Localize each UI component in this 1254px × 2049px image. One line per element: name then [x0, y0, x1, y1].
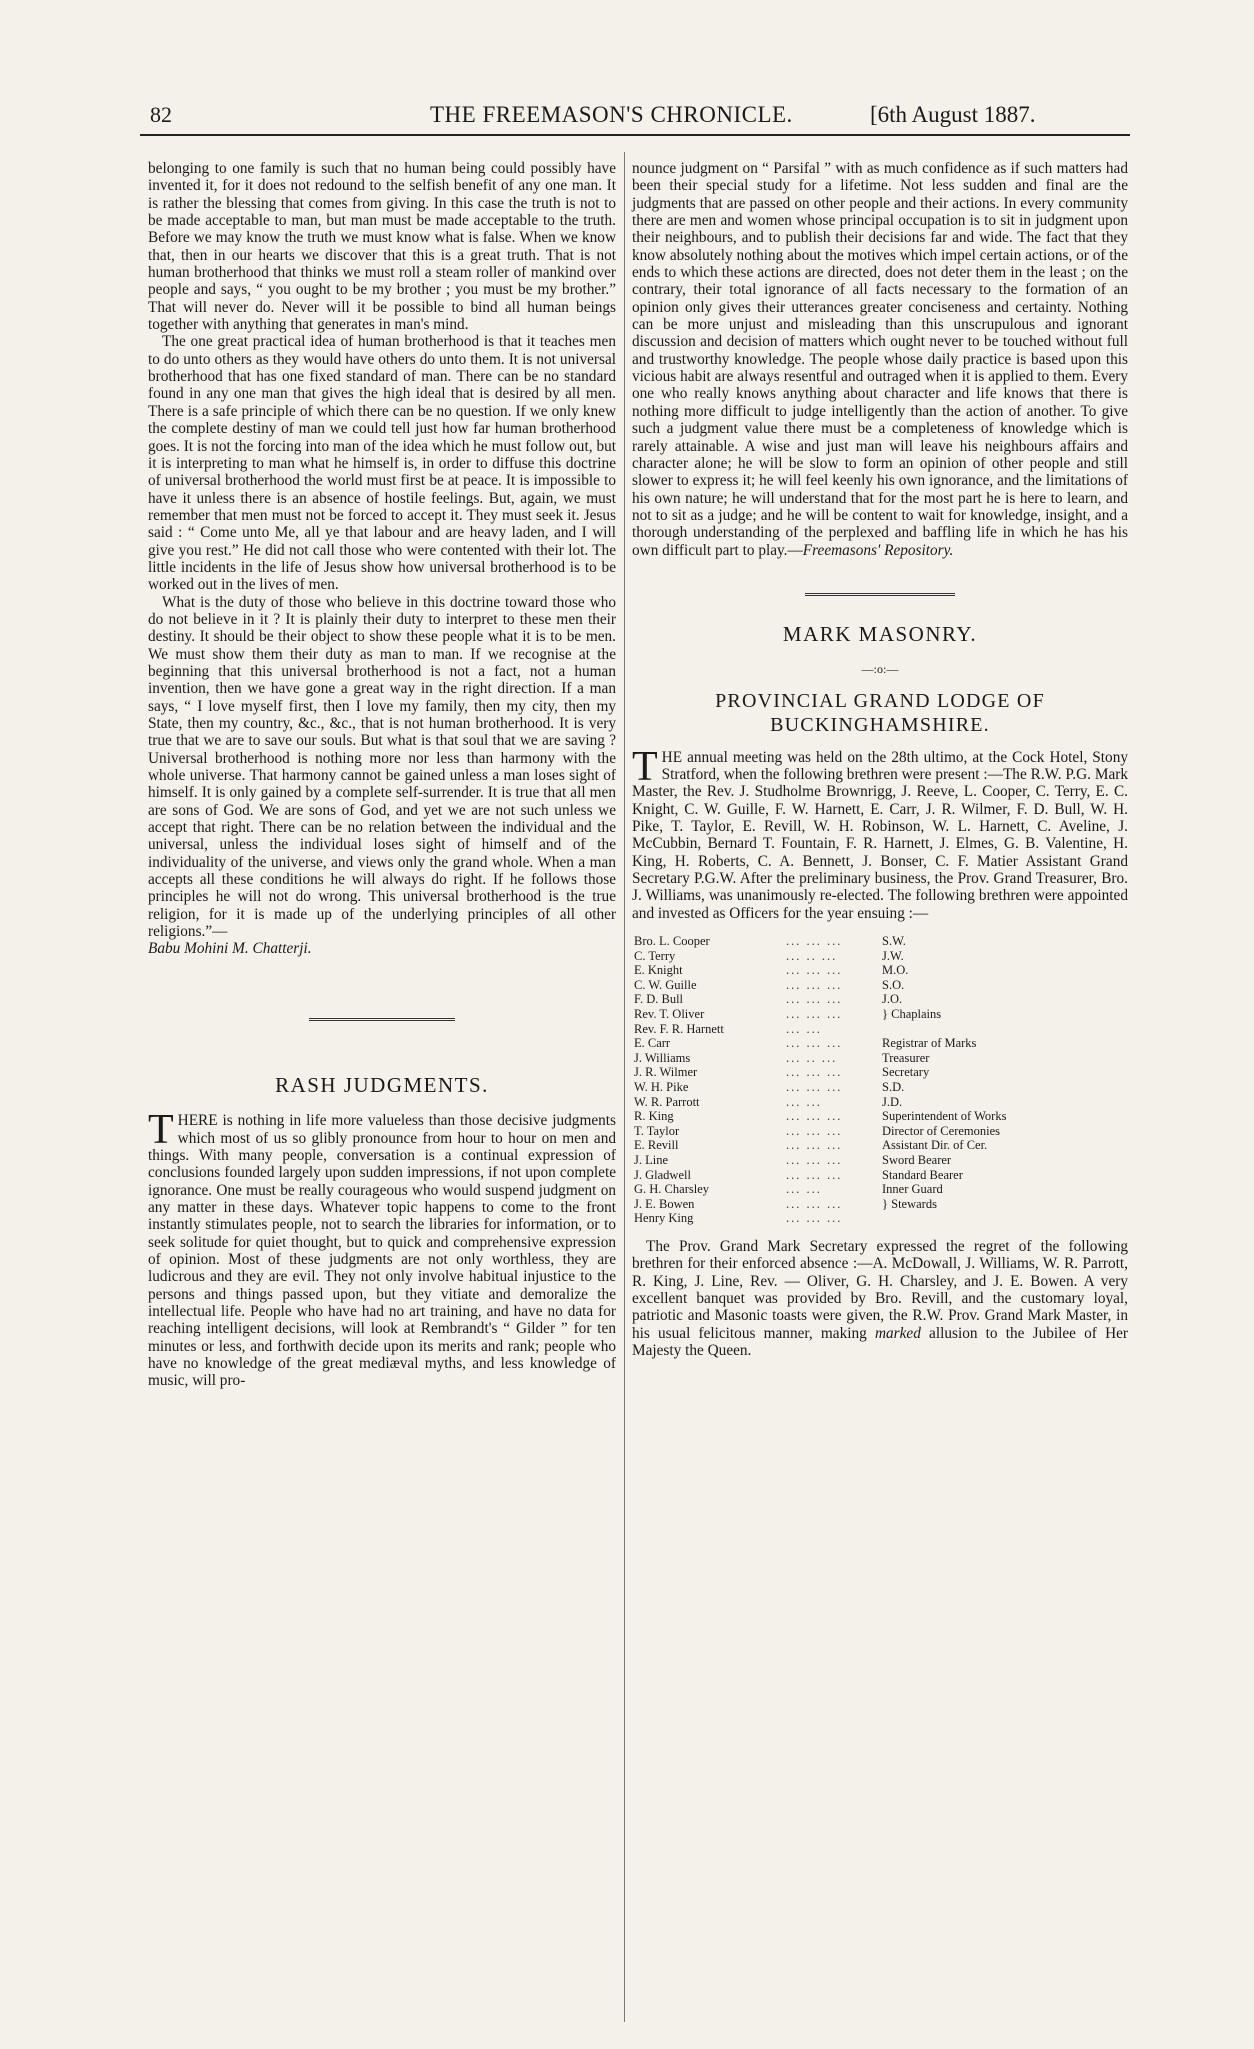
- officer-leader-dots: ... ... ...: [786, 1036, 843, 1051]
- rash-judgments-source: Freemasons' Repository.: [802, 541, 954, 559]
- officer-row: [634, 1197, 1112, 1212]
- officer-row: [634, 1168, 1112, 1183]
- officer-role: Secretary: [882, 1065, 930, 1080]
- brotherhood-attribution: Babu Mohini M. Chatterji.: [148, 940, 312, 958]
- officer-name: W. H. Pike: [634, 1079, 689, 1094]
- officer-name: F. D. Bull: [634, 992, 684, 1007]
- page-number: 82: [150, 102, 172, 127]
- officer-leader-dots: ... ...: [786, 1182, 822, 1197]
- officer-leader-dots: ... ... ...: [786, 1079, 843, 1094]
- officer-role: S.O.: [882, 977, 905, 992]
- officer-row: [634, 1109, 1112, 1124]
- officer-leader-dots: ... ... ...: [786, 1065, 843, 1080]
- officer-row: [634, 1095, 1112, 1110]
- mark-masonry-heading: MARK MASONRY.: [782, 621, 978, 646]
- lodge-paragraph-2-emphasis: marked: [874, 1324, 921, 1342]
- officer-role: Assistant Dir. of Cer.: [882, 1138, 988, 1153]
- officer-row: [634, 963, 1112, 978]
- lodge-paragraph-1-text: HE annual meeting was held on the 28th ultimo, at the Cock Hotel, Stony Stratford, when the following brethren were present :—The R.W. P.G. Mark Master, the Rev. J. Studholme Brownrigg, J. Reeve, L. Cooper, C. Terry, E. C. Knight, C. W. Guille, F. W. Harnett, E. Carr, J. R. Wilmer, F. D. Bull, W. H. Pike, T. Taylor, E. Revill, W. H. Robinson, W. L. Harnett, C. Aveline, J. McCubbin, Bernard T. Fountain, F. R. Harnett, J. Elmes, G. B. Valentine, H. King, H. Roberts, C. A. Bennett, J. Bonser, C. F. Matier Assistant Grand Secretary P.G.W. After the preliminary business, the Prov. Grand Treasurer, Bro. J. Williams, was unanimously re-elected. The following brethren were appointed and invested as Officers for the year ensuing :—: [632, 748, 1128, 922]
- officer-row: [634, 934, 1112, 949]
- officer-row: [634, 992, 1112, 1007]
- rash-judgments-continued-text: nounce judgment on “ Parsifal ” with as much confidence as if such matters had been their special study for a lifetime. Not less sudden and final are the judgments that are passed on other people and their actions. In every community there are men and women whose principal occupation is to sit in judgment upon their neighbours, and to publish their decisions far and wide. The fact that they know absolutely nothing about the motives which impel certain actions, or of the ends to which these actions are directed, does not deter them in the least ; on the contrary, their total ignorance of all facts necessary to the formation of an opinion only gives their utterances greater conciseness and certainty. Nothing can be more unjust and misleading than this unscrupulous and ignorant discussion and decision of matters which ought never to be touched without full and trustworthy knowledge. The people whose daily practice is based upon this vicious habit are always resentful and outraged when it is applied to them. Every one who really knows anything about character and life knows that there is nothing more difficult to judge intelligently than the action of another. To give such a judgment value there must be a completeness of knowledge which is rarely attainable. A wise and just man will leave his neighbours affairs and character alone; he will be slow to form an opinion of other people and still slower to express it; he will feel keenly his own ignorance, and the limitations of his own nature; he will understand that for the most part he is here to learn, and not to sit as a judge; and he will be content to wait for knowledge, insight, and a thorough understanding of the perplexed and baffling life in which he has his own difficult part to play.—: [632, 160, 1128, 559]
- officer-name: G. H. Charsley: [634, 1182, 709, 1197]
- officer-role: S.W.: [882, 934, 906, 949]
- header-rule: [140, 134, 1130, 136]
- officer-leader-dots: ... ... ...: [786, 1007, 843, 1021]
- lodge-paragraph-1: [632, 743, 1128, 922]
- section-separator: [309, 1018, 455, 1021]
- officer-name: Rev. F. R. Harnett: [634, 1021, 724, 1036]
- officer-leader-dots: ... ...: [786, 1021, 822, 1036]
- officer-name: J. R. Wilmer: [634, 1065, 698, 1080]
- officer-leader-dots: ... .. ...: [786, 948, 838, 963]
- officer-row: [634, 1051, 1112, 1066]
- lodge-paragraph-2-text: The Prov. Grand Mark Secretary expressed the regret of the following brethren for their enforced absence :—A. McDowall, J. Williams, W. R. Parrott, R. King, J. Line, Rev. — Oliver, G. H. Charsley, and J. E. Bowen. A very excellent banquet was provided by Bro. Revill, and the customary loyal, patriotic and Masonic toasts were given, the R.W. Prov. Grand Mark Master, in his usual felicitous manner, making: [632, 1237, 1128, 1342]
- officer-row: [634, 1036, 1112, 1051]
- officer-row: [634, 1211, 1112, 1226]
- section-separator: [805, 593, 955, 596]
- lodge-paragraph-2-end: allusion to the Jubilee of Her Majesty the Queen.: [632, 1324, 1128, 1359]
- officer-leader-dots: ... ... ...: [786, 963, 843, 978]
- brotherhood-paragraph-3: What is the duty of those who believe in this doctrine toward those who do not believe in it ? It is plainly their duty to interpret to these men their destiny. It should be their object to show these people what it is to be men. We must show them their duty as man to man. If we recognise at the beginning that this universal brotherhood is not a fact, not a human invention, then we have gone a great way in the right direction. If a man says, “ I love myself first, then I love my family, then my city, then my State, then my country, &c., &c., that is not human brotherhood. It is very true that we are to save our souls. But what is that soul that we are saving ? Universal brotherhood is nothing more nor less than harmony with the whole universe. That harmony cannot be gained unless a man loses sight of himself. It is only gained by a complete self-surrender. It is true that all men are sons of God. We are sons of God, and yet we are not such unless we accept that right. There can be no relation between the individual and the universal, unless the individual loses sight of himself and of the individuality of the universe, and views only the grand whole. When a man accepts all these conditions he will always do right. If he follows those principles he will not do wrong. This universal brotherhood is the true religion, for it is made up of the underlying principles of all other religions.”—: [148, 593, 616, 941]
- officer-leader-dots: ... ... ...: [786, 934, 843, 949]
- officer-name: J. E. Bowen: [634, 1196, 695, 1211]
- officer-leader-dots: ... ... ...: [786, 1152, 843, 1167]
- officer-name: Rev. T. Oliver: [634, 1007, 705, 1021]
- officer-name: E. Carr: [634, 1036, 671, 1051]
- officer-name: E. Knight: [634, 963, 683, 978]
- officer-row: [634, 949, 1112, 964]
- officer-role: Director of Ceremonies: [882, 1123, 1001, 1138]
- officer-name: E. Revill: [634, 1138, 679, 1153]
- officer-role: } Stewards: [882, 1196, 937, 1211]
- officer-row: [634, 978, 1112, 993]
- officer-role: [882, 1022, 1112, 1037]
- officer-name: J. Line: [634, 1152, 669, 1167]
- officer-name: Bro. L. Cooper: [634, 934, 710, 949]
- officer-row: [634, 1138, 1112, 1153]
- officer-role: J.W.: [882, 948, 904, 963]
- officer-name: J. Williams: [634, 1050, 691, 1065]
- officer-row: [634, 1007, 1112, 1022]
- officer-name: J. Gladwell: [634, 1167, 691, 1182]
- officer-role: S.D.: [882, 1079, 905, 1094]
- officer-leader-dots: ... .. ...: [786, 1050, 838, 1065]
- brotherhood-paragraph-1: belonging to one family is such that no human being could possibly have invented it, for it does not redound to the selfish benefit of any one man. It is rather the blessing that comes from giving. In this case the truth is not to be made acceptable to man, but man must be made acceptable to the truth. Before we may know the truth we must know what is false. When we know that, then in our hearts we discover that this is a great truth. That is not human brotherhood that thinks we must roll a steam roller of mankind over people and says, “ you ought to be my brother ; you must be my brother.” That will never do. Never will it be possible to bind all human beings together with anything that generates in man's mind.: [148, 160, 616, 334]
- officer-leader-dots: ... ... ...: [786, 1138, 843, 1153]
- officer-row: [634, 1182, 1112, 1197]
- column-divider: [624, 152, 625, 2022]
- lodge-paragraph-2: [632, 1238, 1128, 1359]
- officer-leader-dots: ... ... ...: [786, 1167, 843, 1182]
- officer-role: Treasurer: [882, 1050, 930, 1065]
- officer-role: [882, 1211, 1112, 1226]
- officer-name: R. King: [634, 1109, 674, 1124]
- officer-row: [634, 1124, 1112, 1139]
- officer-role: } Chaplains: [882, 1007, 942, 1021]
- officer-leader-dots: ... ... ...: [786, 992, 843, 1007]
- officer-leader-dots: ... ... ...: [786, 1196, 843, 1211]
- publication-title: THE FREEMASON'S CHRONICLE.: [430, 102, 793, 127]
- officer-role: Superintendent of Works: [882, 1109, 1007, 1124]
- officer-role: Registrar of Marks: [882, 1036, 977, 1051]
- officer-name: W. R. Parrott: [634, 1094, 700, 1109]
- officer-role: J.D.: [882, 1094, 903, 1109]
- rash-judgments-paragraph: [148, 1107, 616, 1390]
- officer-name: Henry King: [634, 1211, 694, 1226]
- drop-cap: T: [632, 743, 658, 790]
- officer-row: [634, 1153, 1112, 1168]
- officer-row: [634, 1080, 1112, 1095]
- officer-row: [634, 1022, 1112, 1037]
- officer-role: J.O.: [882, 992, 903, 1007]
- officer-name: T. Taylor: [634, 1123, 680, 1138]
- rash-judgments-text: HERE is nothing in life more valueless than those decisive judgments which most of us so glibly pronounce from hour to hour on men and things. With many people, conversation is a continual expression of conclusions founded largely upon sudden impressions, if not upon complete ignorance. One must be really courageous who would suspend judgment on any matter in these days. Whatever topic happens to come to the front instantly stimulates people, not to search the libraries for information, or to seek solitude for quiet thought, but to quick and comprehensive expression of opinion. Most of these judgments are not only worthless, they are ludicrous and they are evil. They not only involve habitual injustice to the persons and things passed upon, but they vitiate and demoralize the intellectual life. People who have had no art training, and have no data for reaching intelligent decisions, will look at Rembrandt's “ Gilder ” for ten minutes or less, and forthwith decide upon its merits and rank; people who have no knowledge of the great mediæval myths, and less knowledge of music, will pro-: [148, 1112, 616, 1390]
- officer-role: Inner Guard: [882, 1182, 943, 1197]
- officer-role: Standard Bearer: [882, 1167, 963, 1182]
- officer-name: C. Terry: [634, 948, 676, 963]
- officers-table: [634, 934, 1112, 1226]
- provincial-lodge-heading: PROVINCIAL GRAND LODGE OF BUCKINGHAMSHIRE.: [715, 689, 1045, 736]
- ornament-divider: —:o:—: [861, 662, 899, 677]
- officer-leader-dots: ... ... ...: [786, 977, 843, 992]
- brotherhood-paragraph-2: The one great practical idea of human brotherhood is that it teaches men to do unto others as they would have others do unto them. It is not universal brotherhood that has one fixed standard of man. There can be no standard found in any one man that gives the high ideal that is desired by all men. There is a safe principle of which there can be no question. If we only knew the complete destiny of man we could tell just how far human brotherhood goes. It is not the forcing into man of the idea which he must follow out, but it is interpreting to man what he himself is, in order to diffuse this doctrine of universal brotherhood the world must first be at peace. It is impossible to have it unless there is an absence of hostile feelings. But, again, we must remember that men must not be forced to accept it. They must seek it. Jesus said : “ Come unto Me, all ye that labour and are heavy laden, and I will give you rest.” He did not call those who were contented with their lot. The little incidents in the life of Jesus show how universal brotherhood is to be worked out in the lives of men.: [148, 333, 616, 594]
- officer-name: C. W. Guille: [634, 977, 697, 992]
- right-column: [632, 160, 1128, 1359]
- officer-leader-dots: ... ... ...: [786, 1211, 843, 1226]
- officer-row: [634, 1065, 1112, 1080]
- drop-cap: T: [148, 1107, 174, 1154]
- officer-leader-dots: ... ... ...: [786, 1109, 843, 1124]
- left-column: [148, 160, 616, 1390]
- officer-leader-dots: ... ... ...: [786, 1123, 843, 1138]
- rash-judgments-heading: RASH JUDGMENTS.: [275, 1072, 489, 1097]
- officer-role: Sword Bearer: [882, 1152, 952, 1167]
- officer-role: M.O.: [882, 963, 909, 978]
- page-header: [140, 102, 1130, 142]
- issue-date: [6th August 1887.: [870, 102, 1036, 127]
- rash-judgments-continued: [632, 160, 1128, 559]
- officer-leader-dots: ... ...: [786, 1094, 822, 1109]
